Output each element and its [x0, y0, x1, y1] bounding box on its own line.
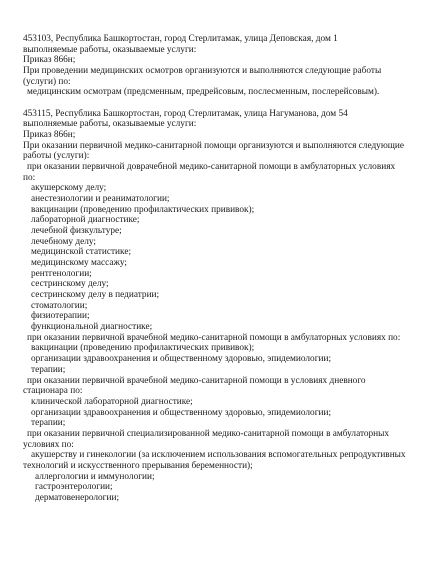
text-line: вакцинации (проведению профилактических прививок); [31, 343, 255, 354]
text-line: 453115, Республика Башкортостан, город Стерлитамак, улица Нагуманова, дом 54 [23, 108, 348, 119]
text-line: Приказ 866н; [23, 130, 76, 141]
text-line: 453103, Республика Башкортостан, город Стерлитамак, улица Деповская, дом 1 [23, 34, 338, 44]
text-line: Приказ 866н; [23, 55, 76, 66]
text-line: при оказании первичной врачебной медико-санитарной помощи в условиях дневного [27, 375, 366, 386]
text-line: физиотерапии; [31, 311, 90, 322]
text-line: работы (услуги): [23, 151, 90, 162]
text-line: акушерскому делу; [31, 183, 107, 194]
text-line: вакцинации (проведению профилактических прививок); [31, 204, 255, 215]
text-line: акушерству и гинекологии (за исключением использования вспомогательных репродуктивных [31, 450, 406, 461]
text-line: медицинской статистике; [31, 247, 132, 258]
text-line: рентгенологии; [31, 268, 92, 279]
text-line: медицинским осмотрам (предсменным, предрейсовым, послесменным, послерейсовым). [27, 87, 380, 98]
text-line: При проведении медицинских осмотров организуются и выполняются следующие работы [23, 66, 382, 77]
text-line: сестринскому делу в педиатрии; [31, 290, 160, 301]
text-line: дерматовенерологии; [35, 492, 120, 503]
text-line: стоматологии; [31, 300, 88, 311]
text-line: клинической лабораторной диагностике; [31, 396, 193, 407]
text-line: организации здравоохранения и общественному здоровью, эпидемиологии; [31, 407, 332, 418]
text-line: при оказании первичной доврачебной медико-санитарной помощи в амбулаторных условиях [27, 162, 396, 173]
text-line: При оказании первичной медико-санитарной помощи организуются и выполняются следующие [23, 140, 405, 151]
text-line: лабораторной диагностике; [31, 215, 140, 226]
text-line: выполняемые работы, оказываемые услуги: [23, 44, 197, 55]
text-line: терапии; [31, 418, 66, 429]
text-line: лечебному делу; [31, 236, 96, 247]
text-line: функциональной диагностике; [31, 322, 153, 333]
text-line: аллергологии и иммунологии; [35, 471, 155, 482]
text-line: терапии; [31, 364, 66, 375]
text-line: (услуги) по: [23, 76, 71, 87]
text-line: организации здравоохранения и общественному здоровью, эпидемиологии; [31, 354, 332, 365]
text-line: выполняемые работы, оказываемые услуги: [23, 119, 197, 130]
text-line: стационара по: [23, 386, 83, 397]
paragraph-gap [23, 98, 423, 109]
text-line: сестринскому делу; [31, 279, 109, 290]
text-line: при оказании первичной специализированной медико-санитарной помощи в амбулаторных [27, 428, 390, 439]
text-line: лечебной физкультуре; [31, 226, 122, 237]
text-line: при оказании первичной врачебной медико-санитарной помощи в амбулаторных условиях по: [27, 332, 401, 343]
text-line: по: [23, 172, 36, 183]
text-line: технологий и искусственного прерывания беременности); [23, 460, 253, 471]
document-body [23, 34, 423, 504]
text-line: анестезиологии и реаниматологии; [31, 194, 170, 205]
text-line: условиях по: [23, 439, 74, 450]
text-line: гастроэнтерологии; [35, 482, 113, 493]
text-line: медицинскому массажу; [31, 258, 127, 269]
